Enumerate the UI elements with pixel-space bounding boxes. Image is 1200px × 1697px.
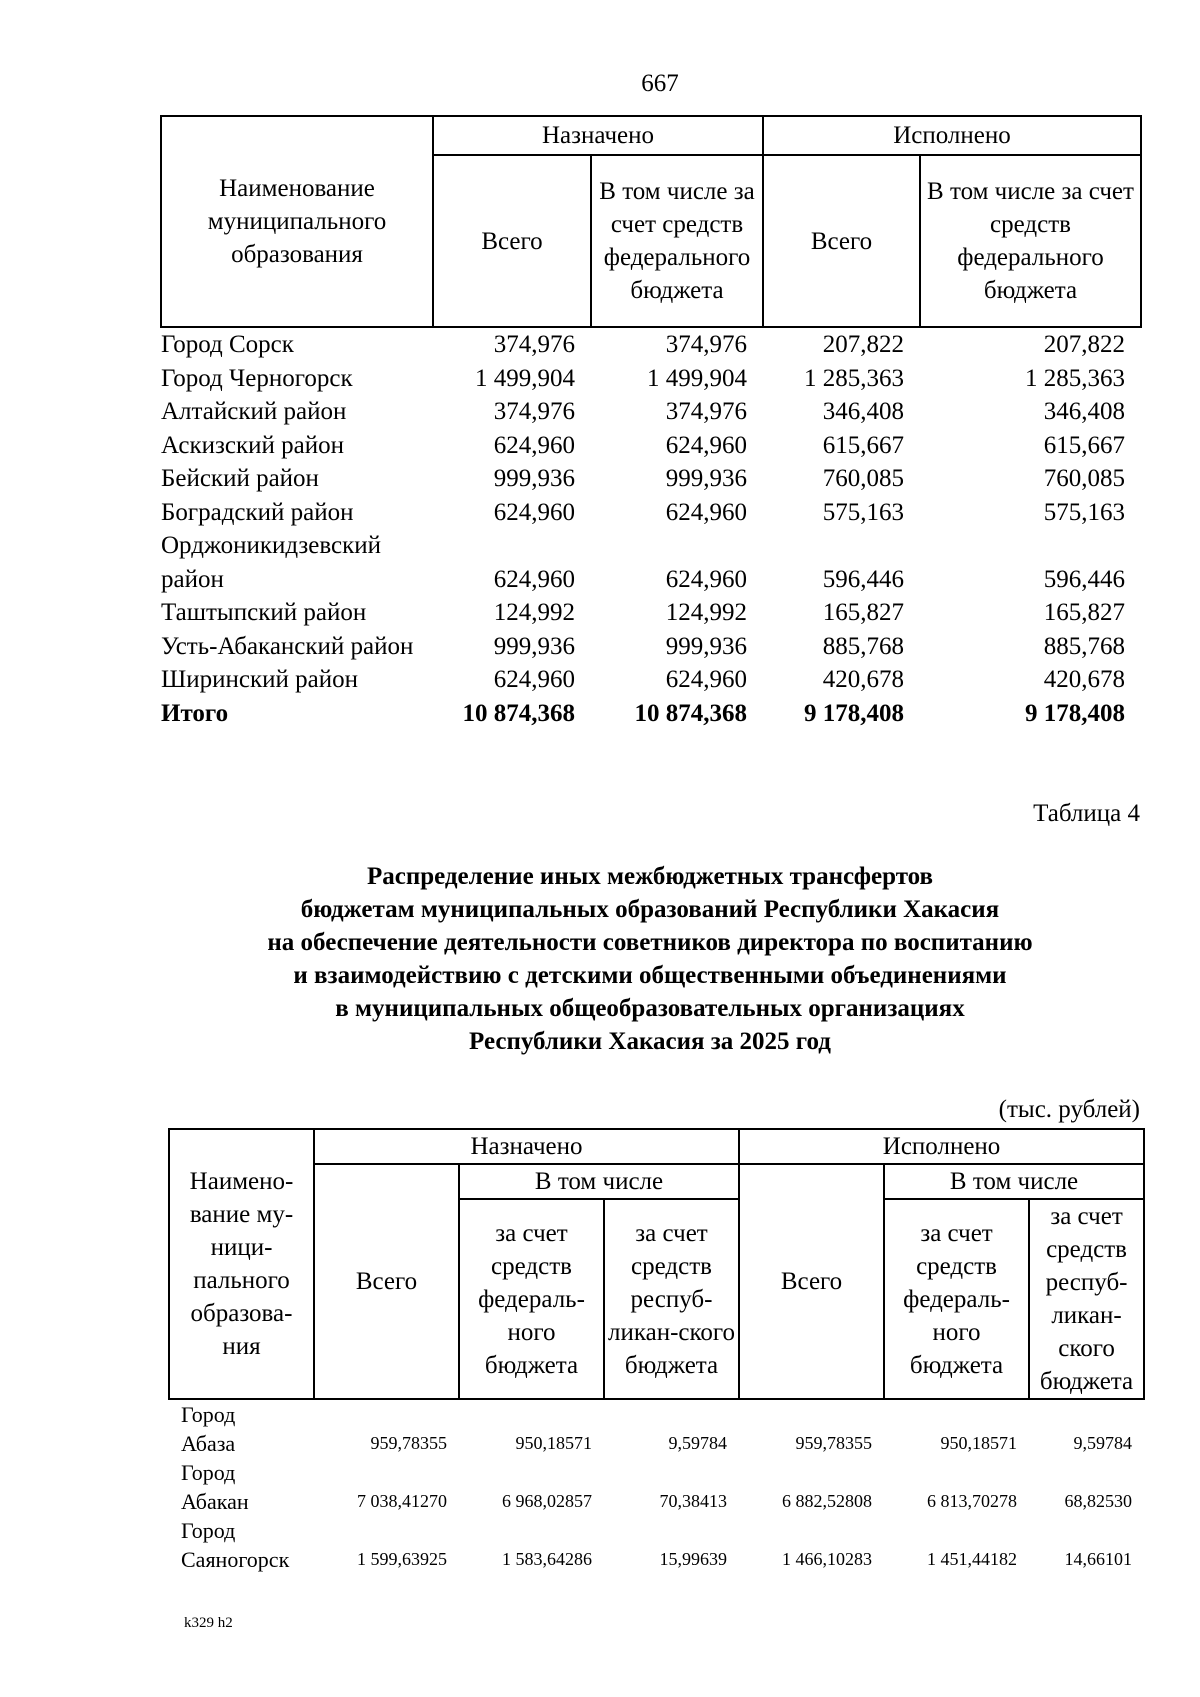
cell-value: 1 285,363 <box>1025 364 1125 392</box>
header-federal-assigned: В том числе за счет средств федерального бюджета <box>591 155 763 327</box>
header-assigned: Назначено <box>314 1129 739 1164</box>
cell-name: Боградский район <box>161 498 354 526</box>
cell-value: 346,408 <box>822 398 904 425</box>
cell-value: 624,960 <box>493 666 575 693</box>
cell-name: Абакан <box>181 1489 249 1514</box>
cell-value: 6 813,70278 <box>927 1491 1018 1511</box>
cell-value: 950,18571 <box>940 1433 1018 1453</box>
cell-value: 14,66101 <box>1064 1549 1133 1569</box>
cell-value: 999,936 <box>493 632 575 660</box>
cell-value: 624,960 <box>493 565 575 593</box>
cell-name: Саяногорск <box>181 1547 290 1572</box>
table-row <box>161 496 1141 530</box>
cell-value: 124,992 <box>493 599 575 626</box>
cell-value: 1 285,363 <box>804 364 904 392</box>
cell-name: Усть-Абаканский район <box>161 632 414 660</box>
cell-value: 760,085 <box>1043 465 1125 492</box>
cell-name: Город <box>181 1402 236 1427</box>
title-line: и взаимодействию с детскими общественными объединениями <box>293 962 1007 989</box>
cell-value: 68,82530 <box>1064 1491 1133 1511</box>
cell-value: 1 499,904 <box>647 364 747 392</box>
header-name: Наименование муниципального образования <box>161 116 433 327</box>
table-title <box>0 860 1200 1058</box>
cell-value: 374,976 <box>493 331 575 358</box>
cell-value: 207,822 <box>822 331 904 358</box>
table-row <box>169 1545 1144 1574</box>
table-row <box>161 395 1141 429</box>
cell-value: 999,936 <box>665 632 747 660</box>
header-republic-assigned: за счет средств респуб-ликан-ского бюджета <box>604 1199 739 1399</box>
table-row <box>161 630 1141 664</box>
title-line: в муниципальных общеобразовательных организациях <box>335 995 965 1022</box>
cell-value: 420,678 <box>1043 666 1125 693</box>
table-row-label <box>169 1458 1144 1487</box>
table-row <box>161 462 1141 496</box>
cell-value: 999,936 <box>665 465 747 492</box>
cell-value: 70,38413 <box>659 1491 728 1511</box>
cell-value: 596,446 <box>1043 565 1125 593</box>
table-row <box>161 429 1141 463</box>
cell-value: 165,827 <box>822 599 904 626</box>
cell-name: Бейский район <box>161 465 319 492</box>
header-including-executed: В том числе <box>884 1164 1144 1199</box>
cell-value: 1 599,63925 <box>357 1549 447 1569</box>
cell-value: 575,163 <box>1043 498 1125 526</box>
cell-value: 999,936 <box>493 465 575 492</box>
title-line: Республики Хакасия за 2025 год <box>469 1028 831 1055</box>
units-label: (тыс. рублей) <box>998 1096 1140 1123</box>
cell-value: 760,085 <box>822 465 904 492</box>
header-total-assigned: Всего <box>433 155 591 327</box>
header-total-executed: Всего <box>739 1164 884 1399</box>
cell-value: 885,768 <box>822 632 904 660</box>
cell-value: 959,78355 <box>370 1433 447 1453</box>
header-executed: Исполнено <box>763 116 1141 155</box>
cell-value: 7 038,41270 <box>357 1491 447 1511</box>
cell-value: 624,960 <box>665 565 747 593</box>
cell-value: 1 499,904 <box>475 364 575 392</box>
table-row <box>169 1429 1144 1458</box>
header-total-executed: Всего <box>763 155 920 327</box>
cell-value: 596,446 <box>822 565 904 593</box>
title-line: бюджетам муниципальных образований Республики Хакасия <box>300 896 1000 923</box>
cell-value: 950,18571 <box>515 1433 592 1453</box>
total-row <box>161 697 1141 731</box>
header-assigned: Назначено <box>433 116 763 155</box>
cell-value: 346,408 <box>1043 398 1125 425</box>
table-row <box>161 596 1141 630</box>
cell-value: 6 968,02857 <box>502 1491 592 1511</box>
cell-name: Ширинский район <box>161 666 358 693</box>
cell-value: 207,822 <box>1043 331 1125 358</box>
cell-name: Город Сорск <box>161 331 294 358</box>
table-row <box>161 529 1141 596</box>
cell-name: Таштыпский район <box>161 599 367 626</box>
cell-value: 624,960 <box>665 666 747 693</box>
table-row-label <box>169 1399 1144 1429</box>
cell-value: 165,827 <box>1043 599 1125 626</box>
cell-value: 1 466,10283 <box>782 1549 873 1569</box>
table-row <box>169 1487 1144 1516</box>
table-row <box>161 362 1141 396</box>
cell-value: 15,99639 <box>659 1549 728 1569</box>
cell-value: 374,976 <box>665 331 747 358</box>
header-including-assigned: В том числе <box>459 1164 739 1199</box>
header-name: Наимено-вание му-ници-пального образова-ния <box>169 1129 314 1399</box>
cell-value: 9,59784 <box>1073 1433 1133 1453</box>
page-number: 667 <box>641 70 679 97</box>
cell-name: Аскизский район <box>161 431 345 459</box>
cell-value: 624,960 <box>493 431 575 459</box>
cell-value: 10 874,368 <box>634 699 747 727</box>
cell-name: Орджоникидзевский район <box>161 532 382 593</box>
header-federal-executed: В том числе за счет средств федерального бюджета <box>920 155 1141 327</box>
cell-name: Город <box>181 1460 236 1485</box>
cell-name: Город <box>181 1518 236 1543</box>
table-row <box>161 663 1141 697</box>
header-federal-assigned: за счет средств федераль-ного бюджета <box>459 1199 604 1399</box>
cell-value: 624,960 <box>665 431 747 459</box>
header-republic-executed: за счет средств респуб-ликан-ского бюджета <box>1029 1199 1144 1399</box>
cell-value: 124,992 <box>665 599 747 626</box>
cell-value: 374,976 <box>493 398 575 425</box>
cell-value: 624,960 <box>665 498 747 526</box>
cell-value: 624,960 <box>493 498 575 526</box>
header-executed: Исполнено <box>739 1129 1144 1164</box>
cell-value: 9 178,408 <box>1025 699 1125 727</box>
cell-value: 575,163 <box>822 498 904 526</box>
cell-value: 885,768 <box>1043 632 1125 660</box>
cell-value: 615,667 <box>1043 431 1125 459</box>
cell-name: Абаза <box>181 1431 236 1456</box>
cell-value: 420,678 <box>822 666 904 693</box>
cell-name: Итого <box>161 699 229 727</box>
table-row-label <box>169 1516 1144 1545</box>
cell-value: 6 882,52808 <box>782 1491 873 1511</box>
cell-value: 10 874,368 <box>462 699 575 727</box>
cell-value: 9 178,408 <box>804 699 904 727</box>
footer-code: k329 h2 <box>184 1615 233 1631</box>
cell-value: 615,667 <box>822 431 904 459</box>
cell-name: Город Черногорск <box>161 364 353 392</box>
header-total-assigned: Всего <box>314 1164 459 1399</box>
title-line: на обеспечение деятельности советников директора по воспитанию <box>267 929 1033 956</box>
cell-name: Алтайский район <box>161 398 347 425</box>
table-label: Таблица 4 <box>1033 800 1140 827</box>
table-municipal-transfers-2 <box>168 1128 1145 1574</box>
cell-value: 1 583,64286 <box>502 1549 592 1569</box>
table-municipal-transfers-1 <box>160 115 1142 730</box>
cell-value: 9,59784 <box>668 1433 728 1453</box>
cell-value: 1 451,44182 <box>927 1549 1018 1569</box>
table-row <box>161 327 1141 362</box>
header-federal-executed: за счет средств федераль-ного бюджета <box>884 1199 1029 1399</box>
title-line: Распределение иных межбюджетных трансфертов <box>366 863 934 890</box>
cell-value: 374,976 <box>665 398 747 425</box>
cell-value: 959,78355 <box>795 1433 873 1453</box>
